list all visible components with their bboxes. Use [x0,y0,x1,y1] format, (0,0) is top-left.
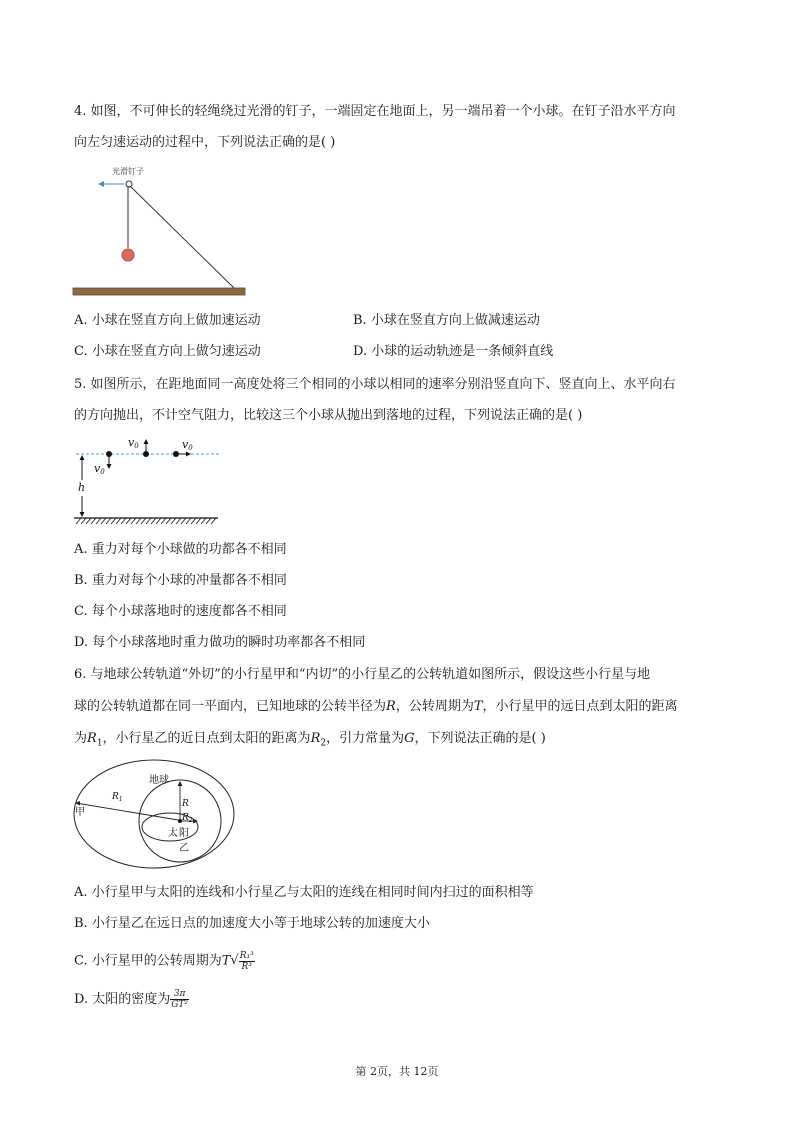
page-footer: 第 2页，共 12页 [355,1065,439,1078]
q6-option-d: D. 太阳的密度为 $\frac{3\pi}{\text{GT²}}$ [74,989,189,1010]
rope-slanted [130,186,234,288]
q5-option-a: A. 重力对每个小球做的功都各不相同 [74,542,287,557]
q4-stem-line2: 向左匀速运动的过程中，下列说法正确的是( ) [74,135,336,150]
svg-text:R1: $R_1$ [112,792,123,803]
q4-stem-line1: 4. 如图，不可伸长的轻绳绕过光滑的钉子，一端固定在地面上，另一端吊着一个小球。在钉子沿水平方向 [74,104,676,119]
q6-option-a: A. 小行星甲与太阳的连线和小行星乙与太阳的连线在相同时间内扫过的面积相等 [74,885,534,900]
q6-stem-line1: 6. 与地球公转轨道“外切”的小行星甲和“内切”的小行星乙的公转轨道如图所示，假设这些小行星与地 [74,667,651,682]
sun-label-1: 太 [168,828,178,839]
height-label: h [78,481,86,494]
nail-label: 光滑钉子 [112,167,144,176]
svg-text:R: R [182,799,189,809]
q5-stem-line2: 的方向抛出，不计空气阻力，比较这三个小球从抛出到落地的过程，下列说法正确的是( ) [74,408,583,423]
q4-option-a: A. 小球在竖直方向上做加速运动 [74,313,261,328]
ground-hatching [76,518,216,524]
q4-option-d: D. 小球的运动轨迹是一条倾斜直线 [353,344,554,359]
q6-stem-line3: 为$R_1$，小行星乙的近日点到太阳的距离为$R_2$，引力常量为G，下列说法正确的是( ) [74,731,546,749]
svg-text:v0: v0 [182,438,193,452]
svg-text:v0: v0 [128,436,139,450]
yi-label: 乙 [179,843,189,854]
sqrt-icon: √ [230,953,239,968]
q5-figure [72,432,222,530]
q5-option-c: C. 每个小球落地时的速度都各不相同 [74,604,287,619]
q4-option-b: B. 小球在竖直方向上做减速运动 [353,313,540,328]
q6-option-c: C. 小行星甲的公转周期为T√ $\frac{\text{R₁³}}{\text{R³}}$ [74,950,254,972]
nail-icon [126,181,132,187]
q4-option-c: C. 小球在竖直方向上做匀速运动 [74,344,261,359]
sun-label-2: 阳 [179,828,189,839]
q6-stem-line2: 球的公转轨道都在同一平面内，已知地球的公转半径为R，公转周期为T，小行星甲的远日点到太阳的距离 [74,699,678,714]
q5-option-d: D. 每个小球落地时重力做功的瞬时功率都各不相同 [74,635,366,650]
q5-stem-line1: 5. 如图所示，在距地面同一高度处将三个相同的小球以相同的速率分别沿竖直向下、竖直向上、水平向右 [74,377,676,392]
q6-orbit-figure [72,758,238,872]
earth-label: 地球 [149,775,169,786]
jia-label: 甲 [75,807,85,818]
ground [73,288,245,295]
velocity-arrowhead [98,181,104,187]
ball-icon [122,249,134,261]
q4-figure [72,162,248,300]
q5-option-b: B. 重力对每个小球的冲量都各不相同 [74,573,287,588]
q6-option-b: B. 小行星乙在远日点的加速度大小等于地球公转的加速度大小 [74,916,430,931]
svg-text:v0: v0 [94,462,105,476]
svg-text:R2: $R_2$ [182,813,193,824]
